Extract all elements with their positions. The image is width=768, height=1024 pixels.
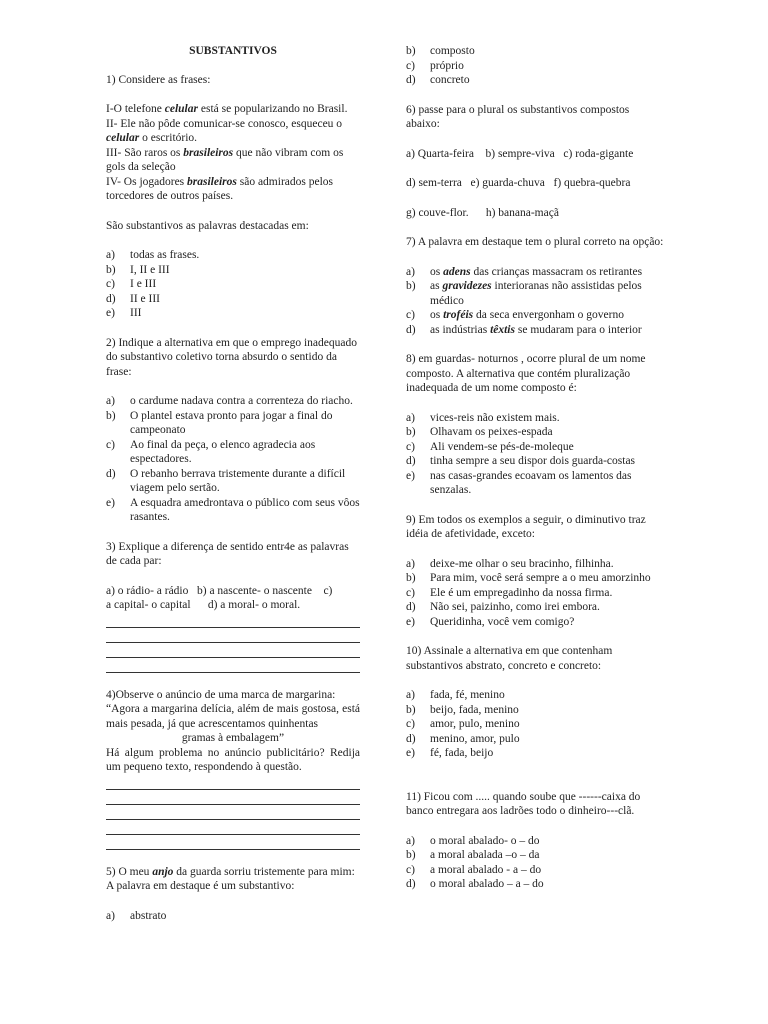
q1-option: a) todas as frases. — [106, 249, 200, 261]
highlighted-word: celular — [106, 132, 140, 144]
q6-row: g) couve-flor. h) banana-maçã — [406, 206, 559, 219]
q2-option: e) A esquadra amedrontava o público com seus vôos rasantes. — [106, 496, 360, 523]
q11-option: b) a moral abalada –o – da — [406, 849, 540, 861]
q5-option: b) composto — [406, 45, 475, 57]
q2-option: c) Ao final da peça, o elenco agradecia aos espectadores. — [106, 438, 316, 465]
q11-question: 11) Ficou com ..... quando soube que ------caixa do banco entregara aos ladrões todo o dinheiro---clã. — [406, 790, 641, 817]
q8-option: e) nas casas-grandes ecoavam os lamentos das senzalas. — [406, 469, 632, 496]
q3-pairs: a) o rádio- a rádio b) a nascente- o nascente c) — [106, 584, 333, 597]
q10-option: a) fada, fé, menino — [406, 689, 505, 701]
q2-option: b) O plantel estava pronto para jogar a final do campeonato — [106, 409, 333, 436]
answer-line — [106, 820, 360, 835]
q9-option: d) Não sei, paizinho, como irei embora. — [406, 601, 600, 613]
highlighted-word: troféis — [443, 309, 474, 321]
answer-line — [106, 613, 360, 628]
q1-sentence: III- São raros os brasileiros que não vibram com os gols da seleção — [106, 146, 344, 173]
highlighted-word: têxtis — [490, 323, 515, 336]
q1-sentence: II- Ele não pôde comunicar-se conosco, esqueceu o celular o escritório. — [106, 117, 343, 144]
q10-option: b) beijo, fada, menino — [406, 703, 519, 716]
q8-option: a) vices-reis não existem mais. — [406, 411, 560, 424]
q1-intro: 1) Considere as frases: — [106, 73, 211, 86]
q8-question: 8) em guardas- noturnos , ocorre plural de um nome composto. A alternativa que contém pluralização inadequada de um nome composto é: — [406, 353, 646, 394]
q10-option: c) amor, pulo, menino — [406, 718, 520, 730]
q2-option: d) O rebanho berrava tristemente durante a difícil viagem pelo sertão. — [106, 467, 346, 494]
q8-option: c) Ali vendem-se pés-de-moleque — [406, 440, 574, 453]
answer-line — [106, 658, 360, 673]
highlighted-word: adens — [443, 265, 471, 278]
q7-option: a) os adens das crianças massacram os retirantes — [406, 265, 643, 278]
q6-row: a) Quarta-feira b) sempre-viva c) roda-gigante — [406, 147, 634, 160]
q7-option: d) as indústrias têxtis se mudaram para o interior — [406, 323, 642, 336]
q1-option: b) I, II e III — [106, 263, 170, 276]
q4-quote-end: gramas à embalagem” — [181, 732, 285, 744]
answer-line — [106, 628, 360, 643]
q9-option: b) Para mim, você será sempre a o meu amorzinho — [406, 572, 651, 584]
highlighted-word: gravidezes — [442, 280, 492, 292]
q7-option: b) as gravidezes interioranas não assistidas pelos médico — [406, 280, 642, 307]
q2-option: a) o cardume nadava contra a correnteza do riacho. — [106, 395, 353, 407]
answer-line — [106, 835, 360, 850]
q6-row: d) sem-terra e) guarda-chuva f) quebra-quebra — [406, 177, 631, 189]
q1-sentence: IV- Os jogadores brasileiros são admirados pelos torcedores de outros países. — [106, 175, 334, 202]
q7-question: 7) A palavra em destaque tem o plural correto na opção: — [406, 236, 664, 248]
left-column — [106, 0, 360, 923]
q11-option: c) a moral abalado - a – do — [406, 863, 542, 876]
q4-question: Há algum problema no anúncio publicitário? Redija um pequeno texto, respondendo à questão. — [106, 746, 360, 773]
q1-option: e) III — [106, 307, 142, 319]
q3-question: 3) Explique a diferença de sentido entr4e as palavras de cada par: — [106, 540, 349, 567]
q7-option: c) os troféis da seca envergonham o governo — [406, 309, 624, 321]
right-column — [406, 0, 664, 892]
q1-option: c) I e III — [106, 278, 157, 290]
answer-line — [106, 775, 360, 790]
q5-question: A palavra em destaque é um substantivo: — [106, 880, 295, 892]
q5-sentence: 5) O meu anjo da guarda sorriu tristemente para mim: — [106, 865, 355, 878]
q8-option: d) tinha sempre a seu dispor dois guarda-costas — [406, 455, 636, 467]
q11-option: a) o moral abalado- o – do — [406, 834, 540, 847]
answer-line — [106, 643, 360, 658]
q4-intro: 4)Observe o anúncio de uma marca de margarina: — [106, 688, 336, 701]
highlighted-word: brasileiros — [187, 175, 237, 188]
q10-option: d) menino, amor, pulo — [406, 732, 520, 745]
q1-option: d) II e III — [106, 292, 161, 305]
q3-pairs: a capital- o capital d) a moral- o moral. — [106, 599, 301, 611]
q11-option: d) o moral abalado – a – do — [406, 878, 544, 890]
q10-question: 10) Assinale a alternativa em que contenham substantivos abstrato, concreto e concreto: — [406, 645, 613, 672]
q9-option: e) Queridinha, você vem comigo? — [406, 615, 575, 628]
q2-question: 2) Indique a alternativa em que o emprego inadequado do substantivo coletivo torna absurdo o sentido da frase: — [106, 336, 357, 378]
q9-question: 9) Em todos os exemplos a seguir, o diminutivo traz idéia de afetividade, exceto: — [406, 513, 646, 540]
highlighted-word: brasileiros — [183, 146, 234, 159]
q9-option: a) deixe-me olhar o seu bracinho, filhinha. — [406, 557, 614, 570]
q4-quote: “Agora a margarina delícia, além de mais gostosa, está mais pesada, já que acrescentamos quinhentas — [106, 703, 360, 730]
q8-option: b) Olhavam os peixes-espada — [406, 426, 553, 438]
answer-line — [106, 790, 360, 805]
answer-line — [106, 805, 360, 820]
q6-question: 6) passe para o plural os substantivos compostos abaixo: — [406, 103, 630, 130]
q10-option: e) fé, fada, beijo — [406, 747, 494, 759]
q5-option: a) abstrato — [106, 909, 167, 922]
q1-sentence: I-O telefone celular está se popularizando no Brasil. — [106, 103, 348, 115]
highlighted-word: anjo — [152, 865, 174, 878]
q5-option: d) concreto — [406, 74, 470, 86]
highlighted-word: celular — [164, 103, 198, 115]
q9-option: c) Ele é um empregadinho da nossa firma. — [406, 586, 613, 599]
q5-option: c) próprio — [406, 59, 464, 72]
page-title: SUBSTANTIVOS — [189, 45, 277, 57]
q1-question: São substantivos as palavras destacadas em: — [106, 219, 309, 232]
